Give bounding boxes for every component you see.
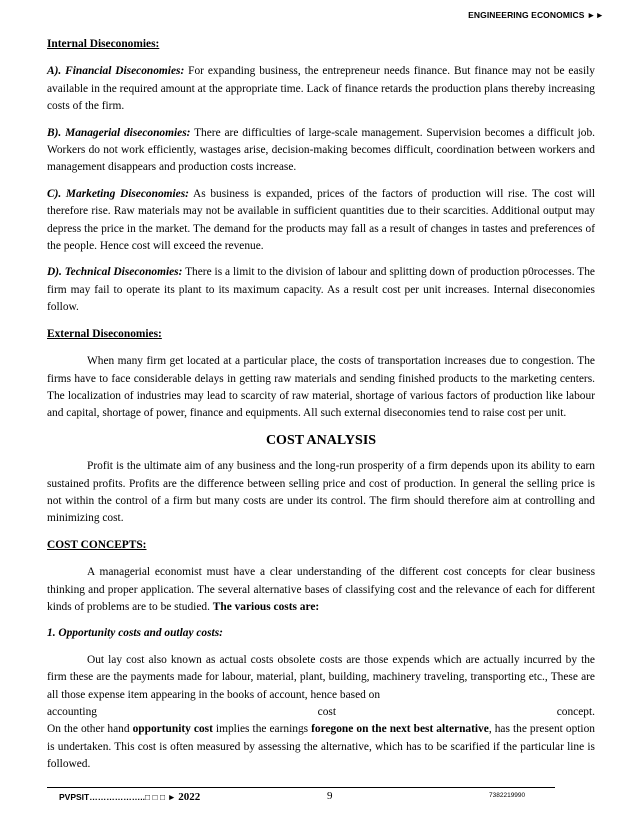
running-header: ENGINEERING ECONOMICS ►► [468,10,604,20]
external-diseconomies-paragraph: When many firm get located at a particular place, the costs of transportation increases due to congestion. The firms have to face considerable delays in getting raw materials and sending finished products to the marketing centers. The localization of industries may lead to scarcity of raw material, shortage of various factors of production like labour and capital, shortage of power, finance and equipments. All such external diseconomies tend to raise cost per unit. [47,355,595,420]
opp-text-c: implies the earnings [212,723,312,736]
footer-phone: 7382219990 [489,792,526,799]
cost-concepts-heading: COST CONCEPTS: [47,538,147,551]
cost-analysis-paragraph: Profit is the ultimate aim of any business and the long-run prosperity of a firm depends upon its ability to earn sustained profits. Profits are the difference between selling price and cost of production. In general the selling price is not within the control of a firm but many costs are under its control. The firm should therefore aim at controlling and minimizing cost. [47,460,595,525]
page-content [47,36,595,774]
page-footer [47,787,555,803]
split-word: cost [317,706,337,718]
cost-concepts-paragraph [47,564,595,616]
financial-diseconomies-text: For expanding business, the entrepreneur needs finance. But finance may not be easily available in the required amount at the appropriate time. Lack of finance retards the production plans thereby increasing costs of the firm. [47,65,595,113]
page-number: 9 [327,790,333,802]
financial-diseconomies-paragraph [47,63,595,115]
footer-institution [59,791,200,803]
opp-text-e: , has the present option is undertaken. This cost is often measured by assessing the alternative, which has to be scarified if the particular line is followed. [47,723,595,771]
accounting-cost-concept-line [47,704,595,721]
outlay-cost-paragraph: Out lay cost also known as actual costs obsolete costs are those expends which are actually incurred by the firm these are the payments made for labour, material, plant, building, machinery traveling, transporting etc., These are all those expense item appearing in the books of account, hence based on [47,653,595,701]
opp-text-d: foregone on the next best alternative [311,723,489,736]
opportunity-costs-heading: 1. Opportunity costs and outlay costs: [47,627,223,640]
cost-analysis-title: COST ANALYSIS [265,432,377,448]
marketing-diseconomies-paragraph [47,186,595,256]
marketing-diseconomies-lead: C). Marketing Diseconomies: [47,187,189,200]
opp-text-b: opportunity cost [132,723,213,736]
technical-diseconomies-lead: D). Technical Diseconomies: [47,266,183,279]
split-word: accounting [47,706,97,718]
technical-diseconomies-paragraph [47,264,595,316]
technical-diseconomies-text: There is a limit to the division of labour and splitting down of production p0rocesses. The firm may fail to operate its plant to its maximum capacity. As a result cost per unit increases. Internal diseconomies follow. [47,266,595,314]
managerial-diseconomies-lead: B). Managerial diseconomies: [47,126,191,139]
split-word: concept. [556,706,595,718]
marketing-diseconomies-text: As business is expanded, prices of the factors of production will rise. The cost will therefore rise. Raw materials may not be available in sufficient quantities due to their scarcities. Additional output may depress the price in the market. The demand for the products may fall as a result of changes in tastes and preferences of the people. Hence cost will exceed the revenue. [47,187,595,253]
cost-concepts-text: A managerial economist must have a clear understanding of the different cost concepts for clear business thinking and proper application. The several alternative bases of classifying cost and the relevance of each for different kinds of problems are to be studied. [47,566,595,613]
internal-diseconomies-heading: Internal Diseconomies: [47,38,160,50]
managerial-diseconomies-text: There are difficulties of large-scale management. Supervision becomes a difficult job. Workers do not work efficiently, wastages arise, decision-making becomes difficult, coordination between workers and management disappears and production costs increase. [47,126,595,174]
footer-left-text: PVPSIT………………..□ □ □ ► [59,792,179,802]
opportunity-cost-paragraph [47,721,595,773]
cost-concepts-bold: The various costs are: [212,600,320,613]
footer-year: 2022 [178,791,201,803]
opp-text-a: On the other hand [47,723,133,736]
external-diseconomies-heading: External Diseconomies: [47,327,162,340]
managerial-diseconomies-paragraph [47,125,595,177]
financial-diseconomies-lead: A). Financial Diseconomies: [47,65,185,78]
